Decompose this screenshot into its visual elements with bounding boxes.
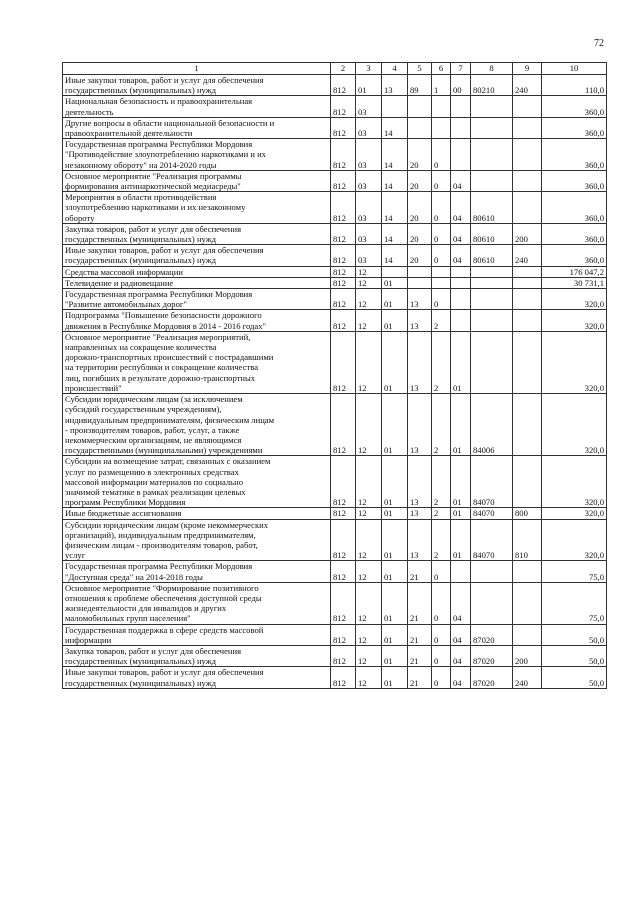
row-code-cell: 87020 <box>471 667 513 688</box>
row-code-cell: 00 <box>451 75 471 96</box>
row-code-cell: 812 <box>331 624 356 645</box>
row-code-cell: 01 <box>451 456 471 508</box>
row-code-cell <box>513 394 542 456</box>
column-header: 9 <box>513 63 542 75</box>
row-code-cell: 21 <box>408 582 432 624</box>
row-code-cell: 01 <box>382 582 408 624</box>
row-code-cell <box>513 310 542 331</box>
row-code-cell <box>382 96 408 117</box>
row-code-cell: 20 <box>408 139 432 171</box>
column-header: 6 <box>432 63 451 75</box>
row-code-cell <box>451 277 471 288</box>
row-code-cell: 2 <box>432 456 451 508</box>
row-amount-cell: 360,0 <box>542 192 607 224</box>
row-code-cell: 0 <box>432 139 451 171</box>
table-row <box>63 223 607 244</box>
row-code-cell: 84006 <box>471 394 513 456</box>
row-code-cell <box>513 456 542 508</box>
row-code-cell: 20 <box>408 170 432 191</box>
row-code-cell: 20 <box>408 223 432 244</box>
row-code-cell: 01 <box>356 75 382 96</box>
row-code-cell: 240 <box>513 75 542 96</box>
row-amount-cell: 360,0 <box>542 223 607 244</box>
row-code-cell: 12 <box>356 624 382 645</box>
row-code-cell: 812 <box>331 139 356 171</box>
row-code-cell: 240 <box>513 245 542 266</box>
row-code-cell: 0 <box>432 245 451 266</box>
row-name-cell: Субсидии на возмещение затрат, связанных с оказанием услуг по размещению в электронных средствах массовой информации материалов по социально значимой тематике в рамках реализации целевых программ Республики Мордовия <box>63 456 331 508</box>
row-code-cell: 0 <box>432 289 451 310</box>
row-code-cell: 14 <box>382 245 408 266</box>
row-code-cell: 0 <box>432 667 451 688</box>
row-code-cell <box>513 266 542 277</box>
row-code-cell: 812 <box>331 394 356 456</box>
row-code-cell: 12 <box>356 394 382 456</box>
row-code-cell: 812 <box>331 277 356 288</box>
row-code-cell <box>432 266 451 277</box>
row-name-cell: Иные закупки товаров, работ и услуг для обеспечения государственных (муниципальных) нужд <box>63 75 331 96</box>
row-code-cell <box>451 117 471 138</box>
row-code-cell: 21 <box>408 624 432 645</box>
row-code-cell: 03 <box>356 192 382 224</box>
row-code-cell <box>382 266 408 277</box>
row-code-cell: 84070 <box>471 519 513 561</box>
row-amount-cell: 320,0 <box>542 456 607 508</box>
row-amount-cell: 110,0 <box>542 75 607 96</box>
row-code-cell: 04 <box>451 245 471 266</box>
row-code-cell <box>513 624 542 645</box>
row-name-cell: Основное мероприятие "Формирование позитивного отношения к проблеме обеспечения доступной среды жизнедеятельности для инвалидов и других маломобильных групп населения" <box>63 582 331 624</box>
row-code-cell: 0 <box>432 223 451 244</box>
row-code-cell: 12 <box>356 508 382 519</box>
row-code-cell: 01 <box>382 519 408 561</box>
column-header: 7 <box>451 63 471 75</box>
row-code-cell <box>451 139 471 171</box>
row-code-cell: 01 <box>382 456 408 508</box>
row-code-cell: 812 <box>331 170 356 191</box>
row-code-cell: 812 <box>331 245 356 266</box>
row-code-cell: 03 <box>356 245 382 266</box>
table-row <box>63 394 607 456</box>
row-code-cell: 812 <box>331 223 356 244</box>
row-code-cell <box>451 266 471 277</box>
row-amount-cell: 360,0 <box>542 117 607 138</box>
row-name-cell: Мероприятия в области противодействия злоупотреблению наркотиками и их незаконному обороту <box>63 192 331 224</box>
column-header: 2 <box>331 63 356 75</box>
row-code-cell <box>471 277 513 288</box>
row-code-cell: 800 <box>513 508 542 519</box>
row-code-cell: 01 <box>451 394 471 456</box>
row-name-cell: Закупка товаров, работ и услуг для обеспечения государственных (муниципальных) нужд <box>63 645 331 666</box>
row-name-cell: Государственная программа Республики Мордовия "Противодействие злоупотреблению наркотиками и их незаконному обороту" на 2014-2020 годы <box>63 139 331 171</box>
row-amount-cell: 360,0 <box>542 139 607 171</box>
row-code-cell: 80610 <box>471 245 513 266</box>
row-code-cell: 13 <box>408 331 432 393</box>
row-code-cell: 812 <box>331 96 356 117</box>
row-code-cell <box>513 277 542 288</box>
row-amount-cell: 320,0 <box>542 519 607 561</box>
row-code-cell: 812 <box>331 645 356 666</box>
row-amount-cell: 75,0 <box>542 561 607 582</box>
table-row <box>63 582 607 624</box>
row-code-cell: 13 <box>408 394 432 456</box>
column-header: 1 <box>63 63 331 75</box>
table-row <box>63 170 607 191</box>
table-row <box>63 456 607 508</box>
table-row <box>63 277 607 288</box>
row-code-cell: 01 <box>382 624 408 645</box>
row-name-cell: Иные закупки товаров, работ и услуг для обеспечения государственных (муниципальных) нужд <box>63 245 331 266</box>
row-code-cell: 12 <box>356 331 382 393</box>
row-code-cell: 812 <box>331 582 356 624</box>
table-row <box>63 289 607 310</box>
row-name-cell: Подпрограмма "Повышение безопасности дорожного движения в Республике Мордовия в 2014 - 2016 годах" <box>63 310 331 331</box>
row-code-cell <box>513 582 542 624</box>
row-code-cell <box>471 561 513 582</box>
row-name-cell: Основное мероприятие "Реализация мероприятий, направленных на сокращение количества дорожно-транспортных происшествий с пострадавшими на территории республики и сокращение количества лиц, погибших в результате дорожно-транспортных происшествий" <box>63 331 331 393</box>
row-amount-cell: 176 047,2 <box>542 266 607 277</box>
row-code-cell <box>471 96 513 117</box>
row-code-cell: 2 <box>432 394 451 456</box>
row-code-cell: 80210 <box>471 75 513 96</box>
row-code-cell <box>513 170 542 191</box>
row-code-cell <box>513 331 542 393</box>
row-code-cell: 03 <box>356 170 382 191</box>
row-name-cell: Субсидии юридическим лицам (за исключением субсидий государственным учреждениям), индивидуальным предпринимателям, физическим лицам - производителям товаров, работ, услуг, а также некоммерческим организациям, не являющимся государственными (муниципальными) учреждениями <box>63 394 331 456</box>
row-code-cell: 812 <box>331 289 356 310</box>
row-code-cell: 12 <box>356 519 382 561</box>
row-code-cell: 812 <box>331 331 356 393</box>
row-code-cell: 21 <box>408 645 432 666</box>
row-code-cell: 04 <box>451 645 471 666</box>
row-code-cell <box>513 117 542 138</box>
row-name-cell: Субсидии юридическим лицам (кроме некоммерческих организаций), индивидуальным предпринимателям, физическим лицам - производителям товаров, работ, услуг <box>63 519 331 561</box>
row-code-cell: 12 <box>356 582 382 624</box>
row-name-cell: Другие вопросы в области национальной безопасности и правоохранительной деятельности <box>63 117 331 138</box>
table-row <box>63 667 607 688</box>
row-code-cell <box>471 170 513 191</box>
row-code-cell <box>432 96 451 117</box>
row-code-cell <box>408 266 432 277</box>
row-code-cell: 812 <box>331 266 356 277</box>
row-code-cell: 200 <box>513 223 542 244</box>
row-code-cell <box>408 96 432 117</box>
row-amount-cell: 320,0 <box>542 289 607 310</box>
row-code-cell: 01 <box>382 561 408 582</box>
row-code-cell <box>451 96 471 117</box>
table-row <box>63 310 607 331</box>
row-code-cell <box>451 289 471 310</box>
row-code-cell: 12 <box>356 266 382 277</box>
row-amount-cell: 75,0 <box>542 582 607 624</box>
row-code-cell: 03 <box>356 223 382 244</box>
row-code-cell: 04 <box>451 192 471 224</box>
row-code-cell: 01 <box>451 331 471 393</box>
row-amount-cell: 360,0 <box>542 96 607 117</box>
table-row <box>63 624 607 645</box>
row-code-cell <box>513 289 542 310</box>
table-row <box>63 508 607 519</box>
table-row <box>63 75 607 96</box>
row-code-cell: 20 <box>408 245 432 266</box>
row-code-cell: 13 <box>382 75 408 96</box>
row-code-cell: 1 <box>432 75 451 96</box>
row-amount-cell: 360,0 <box>542 245 607 266</box>
row-code-cell <box>408 117 432 138</box>
row-code-cell: 812 <box>331 310 356 331</box>
table-row <box>63 117 607 138</box>
row-code-cell: 14 <box>382 117 408 138</box>
row-code-cell: 04 <box>451 582 471 624</box>
row-name-cell: Средства массовой информации <box>63 266 331 277</box>
row-code-cell: 01 <box>382 645 408 666</box>
row-code-cell <box>408 277 432 288</box>
row-code-cell: 12 <box>356 667 382 688</box>
row-code-cell: 812 <box>331 508 356 519</box>
row-code-cell <box>471 582 513 624</box>
row-amount-cell: 320,0 <box>542 394 607 456</box>
row-code-cell: 812 <box>331 519 356 561</box>
row-code-cell: 0 <box>432 170 451 191</box>
row-code-cell: 0 <box>432 561 451 582</box>
table-row <box>63 192 607 224</box>
row-code-cell <box>451 310 471 331</box>
row-code-cell: 13 <box>408 456 432 508</box>
row-amount-cell: 50,0 <box>542 667 607 688</box>
table-row <box>63 139 607 171</box>
budget-table <box>62 62 607 689</box>
row-code-cell: 810 <box>513 519 542 561</box>
row-code-cell: 812 <box>331 561 356 582</box>
row-amount-cell: 320,0 <box>542 310 607 331</box>
row-code-cell: 84070 <box>471 456 513 508</box>
row-code-cell: 12 <box>356 561 382 582</box>
row-code-cell: 01 <box>382 289 408 310</box>
row-code-cell: 87020 <box>471 645 513 666</box>
row-code-cell: 01 <box>382 667 408 688</box>
row-code-cell: 21 <box>408 667 432 688</box>
row-code-cell: 2 <box>432 508 451 519</box>
row-code-cell <box>471 331 513 393</box>
table-row <box>63 645 607 666</box>
row-code-cell <box>513 561 542 582</box>
row-code-cell: 14 <box>382 139 408 171</box>
row-code-cell: 12 <box>356 310 382 331</box>
row-code-cell: 240 <box>513 667 542 688</box>
row-name-cell: Иные бюджетные ассигнования <box>63 508 331 519</box>
row-code-cell: 01 <box>451 508 471 519</box>
row-code-cell: 12 <box>356 289 382 310</box>
row-code-cell: 12 <box>356 645 382 666</box>
table-row <box>63 96 607 117</box>
row-code-cell: 812 <box>331 456 356 508</box>
column-header: 4 <box>382 63 408 75</box>
row-code-cell: 89 <box>408 75 432 96</box>
table-row <box>63 331 607 393</box>
row-code-cell: 04 <box>451 223 471 244</box>
row-code-cell: 01 <box>382 508 408 519</box>
row-code-cell: 20 <box>408 192 432 224</box>
row-name-cell: Основное мероприятие "Реализация программы формирования антинаркотической медиасреды" <box>63 170 331 191</box>
row-code-cell: 04 <box>451 624 471 645</box>
row-code-cell: 14 <box>382 192 408 224</box>
row-code-cell: 13 <box>408 508 432 519</box>
row-code-cell: 812 <box>331 117 356 138</box>
row-code-cell: 04 <box>451 170 471 191</box>
row-code-cell: 21 <box>408 561 432 582</box>
table-row <box>63 519 607 561</box>
table-body <box>63 75 607 689</box>
row-amount-cell: 320,0 <box>542 331 607 393</box>
table-header-row <box>63 63 607 75</box>
row-code-cell: 04 <box>451 667 471 688</box>
row-code-cell: 12 <box>356 277 382 288</box>
row-code-cell: 03 <box>356 139 382 171</box>
row-code-cell: 0 <box>432 192 451 224</box>
row-code-cell: 200 <box>513 645 542 666</box>
table-row <box>63 561 607 582</box>
table-row <box>63 245 607 266</box>
row-amount-cell: 50,0 <box>542 624 607 645</box>
row-name-cell: Телевидение и радиовещание <box>63 277 331 288</box>
column-header: 8 <box>471 63 513 75</box>
row-code-cell: 01 <box>382 277 408 288</box>
row-code-cell <box>432 117 451 138</box>
row-code-cell <box>513 96 542 117</box>
row-code-cell: 13 <box>408 519 432 561</box>
row-code-cell: 13 <box>408 310 432 331</box>
row-code-cell: 14 <box>382 223 408 244</box>
row-code-cell: 2 <box>432 519 451 561</box>
row-code-cell: 0 <box>432 582 451 624</box>
row-code-cell: 01 <box>382 310 408 331</box>
row-name-cell: Государственная программа Республики Мордовия "Развитие автомобильных дорог" <box>63 289 331 310</box>
row-code-cell <box>471 139 513 171</box>
row-code-cell <box>432 277 451 288</box>
row-code-cell <box>471 117 513 138</box>
row-code-cell: 14 <box>382 170 408 191</box>
row-code-cell: 2 <box>432 331 451 393</box>
row-code-cell <box>471 310 513 331</box>
page-number: 72 <box>594 38 604 49</box>
row-code-cell: 01 <box>451 519 471 561</box>
row-code-cell: 812 <box>331 667 356 688</box>
column-header: 5 <box>408 63 432 75</box>
row-name-cell: Государственная поддержка в сфере средств массовой информации <box>63 624 331 645</box>
row-code-cell <box>471 289 513 310</box>
column-header: 3 <box>356 63 382 75</box>
column-header: 10 <box>542 63 607 75</box>
table-row <box>63 266 607 277</box>
row-amount-cell: 30 731,1 <box>542 277 607 288</box>
row-code-cell: 80610 <box>471 192 513 224</box>
row-code-cell: 2 <box>432 310 451 331</box>
row-code-cell <box>513 192 542 224</box>
row-code-cell: 13 <box>408 289 432 310</box>
row-code-cell: 0 <box>432 624 451 645</box>
row-name-cell: Государственная программа Республики Мордовия "Доступная среда" на 2014-2018 годы <box>63 561 331 582</box>
row-name-cell: Иные закупки товаров, работ и услуг для обеспечения государственных (муниципальных) нужд <box>63 667 331 688</box>
row-amount-cell: 320,0 <box>542 508 607 519</box>
row-code-cell: 812 <box>331 75 356 96</box>
row-code-cell: 84070 <box>471 508 513 519</box>
row-name-cell: Закупка товаров, работ и услуг для обеспечения государственных (муниципальных) нужд <box>63 223 331 244</box>
row-code-cell <box>471 266 513 277</box>
row-code-cell: 812 <box>331 192 356 224</box>
row-code-cell: 01 <box>382 331 408 393</box>
row-amount-cell: 50,0 <box>542 645 607 666</box>
row-code-cell <box>451 561 471 582</box>
row-code-cell <box>513 139 542 171</box>
row-amount-cell: 360,0 <box>542 170 607 191</box>
row-code-cell: 87020 <box>471 624 513 645</box>
row-code-cell: 12 <box>356 456 382 508</box>
row-code-cell: 01 <box>382 394 408 456</box>
row-code-cell: 0 <box>432 645 451 666</box>
row-code-cell: 03 <box>356 117 382 138</box>
row-name-cell: Национальная безопасность и правоохранительная деятельность <box>63 96 331 117</box>
row-code-cell: 80610 <box>471 223 513 244</box>
row-code-cell: 03 <box>356 96 382 117</box>
